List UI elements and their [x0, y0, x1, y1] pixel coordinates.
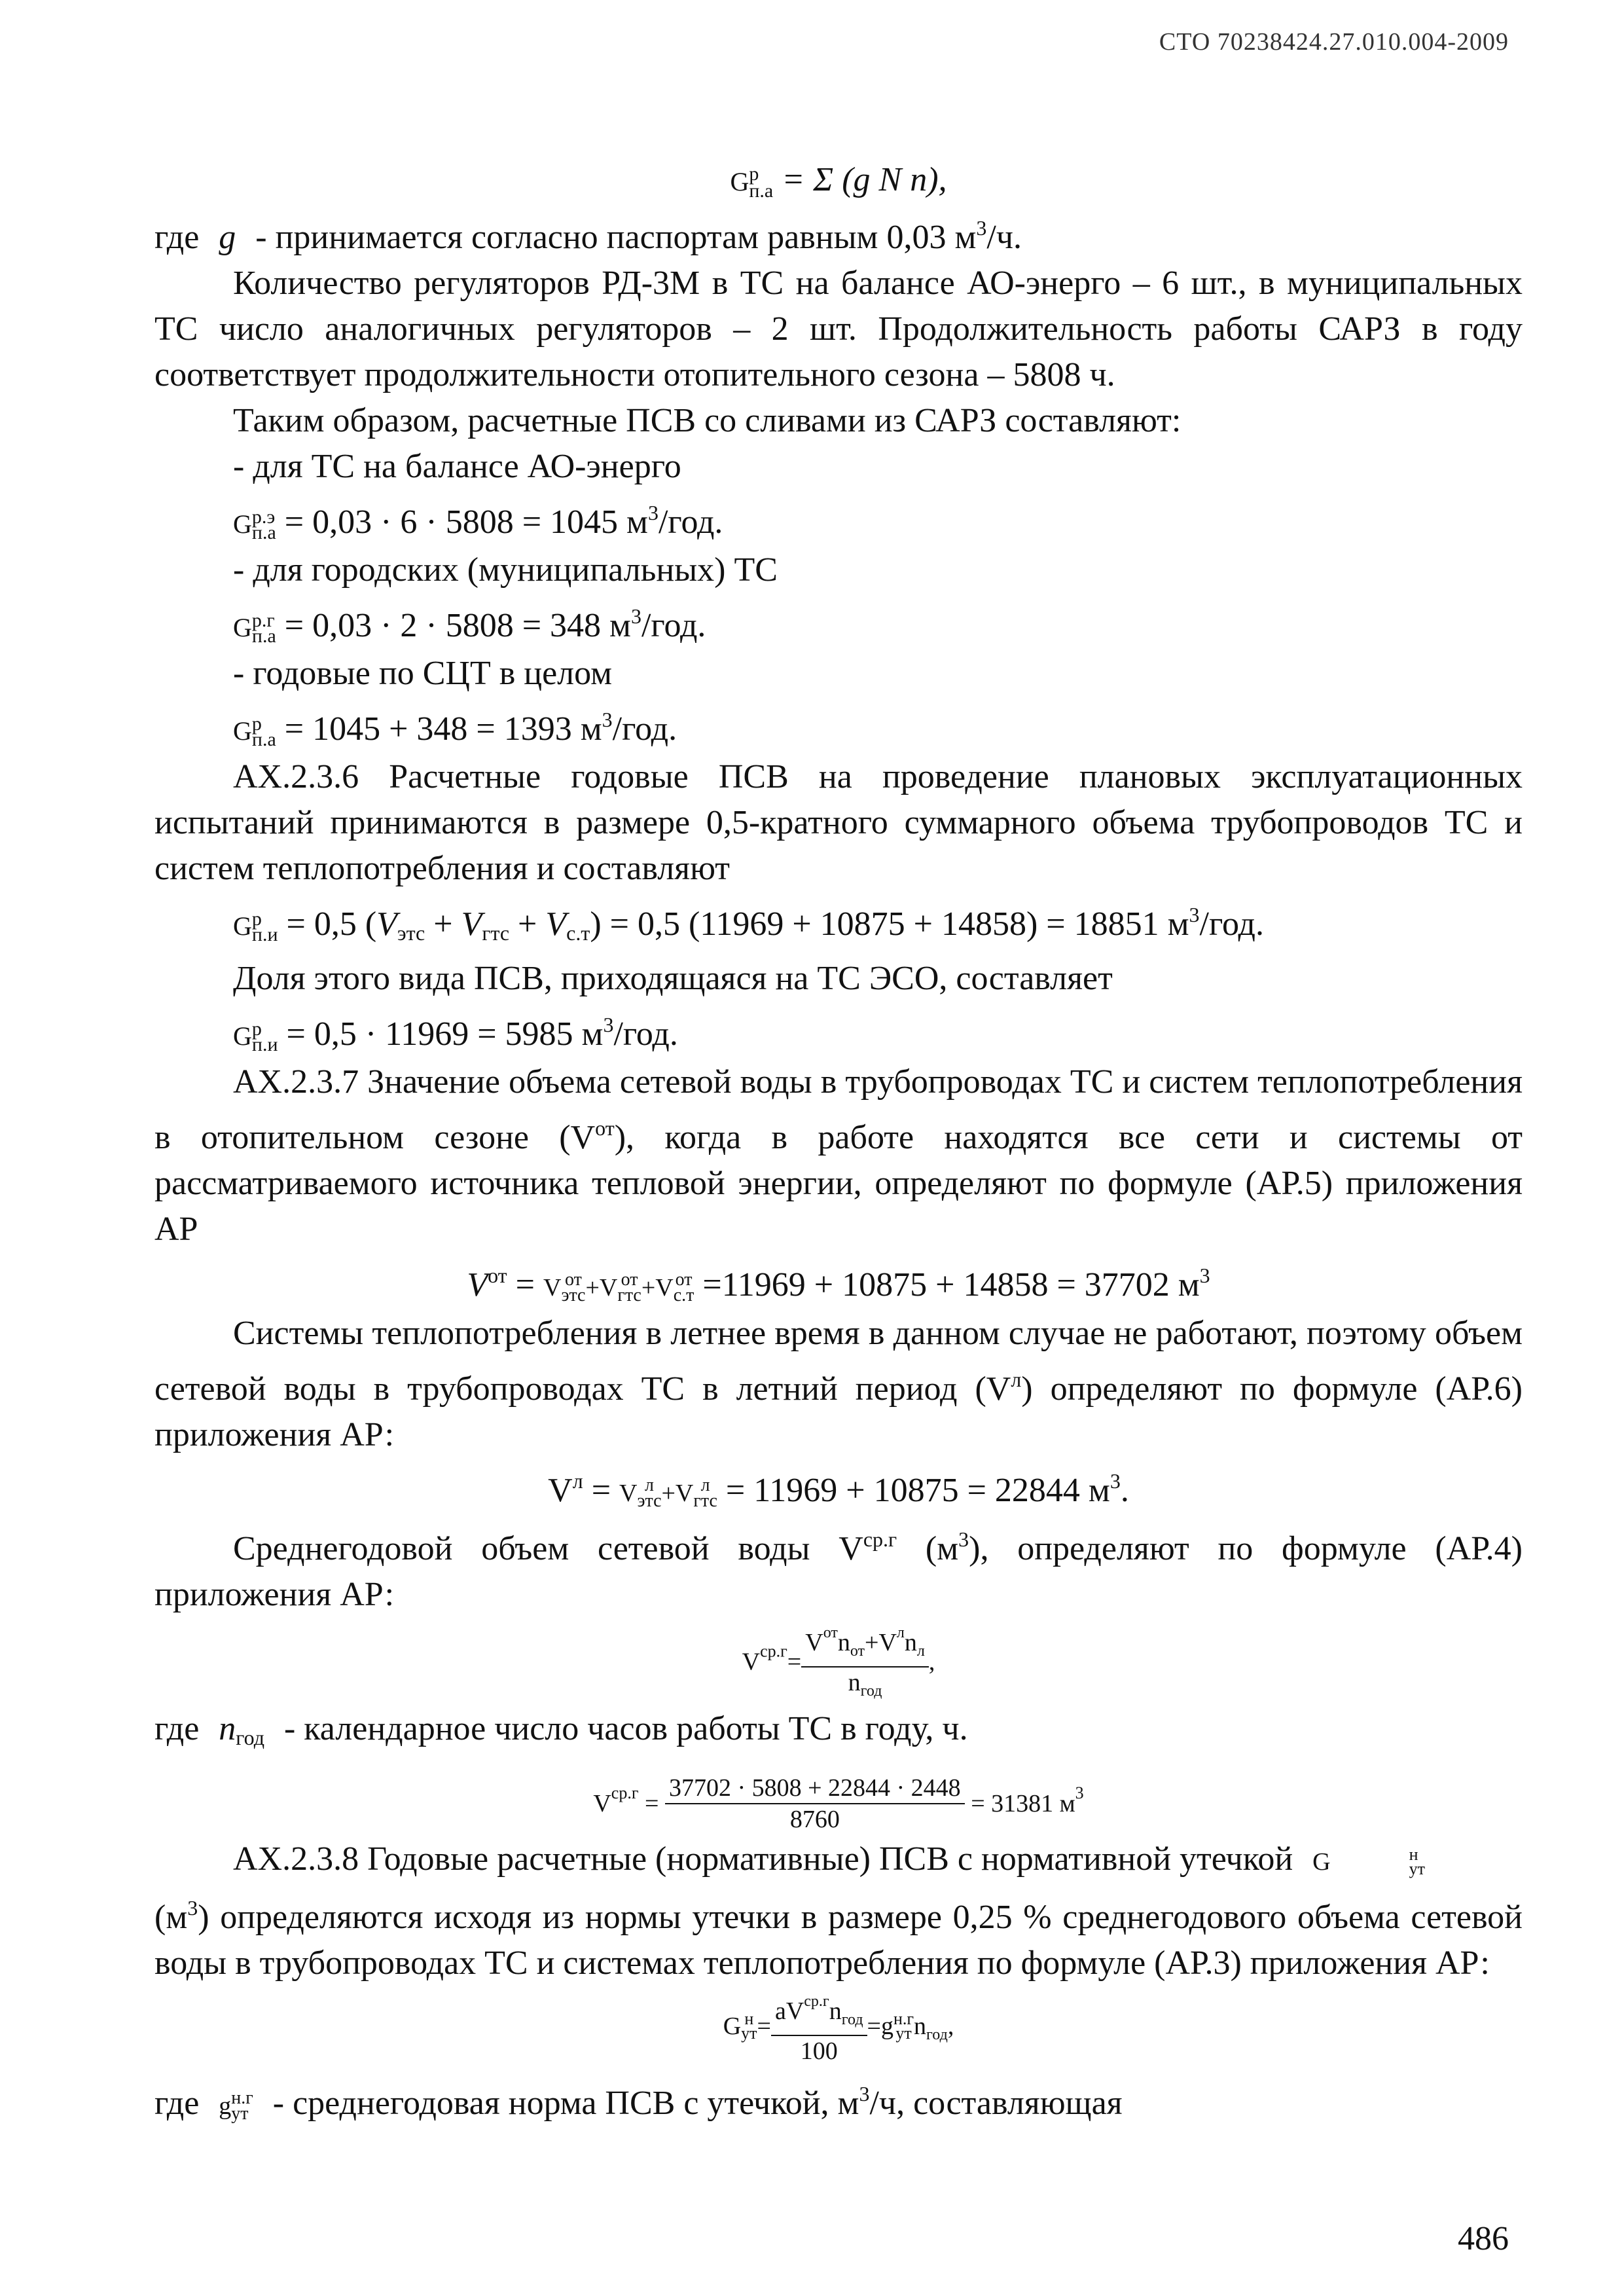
- fraction-v-srg: $\frac{V^{от}n_{от}+V^лn_л}{n_{год}}$: [801, 1618, 929, 1706]
- paragraph-ax-2-3-8-cont: $(м^3)$ определяются исходя из нормы утечки в размере 0,25 % среднегодового объема сетевой воды в трубопроводах ТС и системах теплопотребления по формуле (АР.3) приложения АР:: [154, 1896, 1523, 1982]
- formula-f5: G р п.и = 0,5 · 11969 = 5985 $м^3$/год.: [233, 1013, 678, 1056]
- definition-g: где g - принимается согласно паспортам равным 0,03 $м^3/ч$.: [154, 216, 1022, 256]
- formula-f2: G р.г п.а = 0,03 · 2 · 5808 = 348 $м^3$/год.: [233, 604, 706, 647]
- formula-gpa-sum: G р п.а = Σ (g N n),: [730, 161, 947, 202]
- formula-v-srg-definition: $V^{ср.г}=$ $\frac{V^{от}n_{от}+V^лn_л}{n_{год}}$ ,: [154, 1618, 1523, 1706]
- list-item-municipal: - для городских (муниципальных) ТС: [233, 551, 778, 589]
- paragraph-ax-2-3-8: АХ.2.3.8 Годовые расчетные (нормативные) ПСВ с нормативной утечкой G н ут: [233, 1840, 1425, 1879]
- fraction-g-ut: $\frac{aV^{ср.г}n_{год}}{100}$: [771, 1986, 867, 2066]
- list-item-total: - годовые по СЦТ в целом: [233, 655, 613, 692]
- fraction-v-srg-value: $\frac{37702 \cdot 5808 + 22844 \cdot 2448}{8760}$: [665, 1773, 965, 1834]
- formula-v-ot: $V^{от} = V$ от этс +V от гтс +V от с.т =11969 + 10875 + 14858 = 37702 $м^3$: [467, 1264, 1210, 1306]
- formula-g-ut: G н ут = $\frac{aV^{ср.г}n_{год}}{100}$ =g н.г ут $n_{год}$,: [154, 1986, 1523, 2071]
- paragraph-ax-2-3-7: АХ.2.3.7 Значение объема сетевой воды в трубопроводах ТС и систем теплопотребления в отопительном сезоне $(V^{от})$, когда в работе находятся все сети и системы от рассматриваемого источника тепловой энергии, определяют по формуле (АР.5) приложения АР: [154, 1063, 1523, 1248]
- paragraph-average-volume: Среднегодовой объем сетевой воды $V^{ср.г}$ $(м^3)$, определяют по формуле (АР.4) приложения АР:: [154, 1527, 1523, 1613]
- paragraph-regulators: Количество регуляторов РД-3М в ТС на балансе АО-энерго – 6 шт., в муниципальных ТС число аналогичных регуляторов – 2 шт. Продолжительность работы САРЗ в году соответствует продолжительности отопительного сезона – 5808 ч.: [154, 264, 1523, 393]
- paragraph-summer: Системы теплопотребления в летнее время в данном случае не работают, поэтому объем сетевой воды в трубопроводах ТС в летний период $(V^л)$ определяют по формуле (АР.6) приложения АР:: [154, 1315, 1523, 1453]
- definition-g-ut-ng: где g н.г ут - среднегодовая норма ПСВ с утечкой, $м^3/ч$, составляющая: [154, 2081, 1123, 2124]
- paragraph-share: Доля этого вида ПСВ, приходящаяся на ТС ЭСО, составляет: [233, 960, 1113, 997]
- document-code-header: СТО 70238424.27.010.004-2009: [1159, 28, 1509, 56]
- page-number: 486: [1458, 2220, 1509, 2257]
- paragraph-thus: Таким образом, расчетные ПСВ со сливами из САРЗ составляют:: [233, 402, 1182, 439]
- formula-v-l: $V^л = V$ л этс +V л гтс = 11969 + 10875 = 22844 $м^3$.: [548, 1469, 1129, 1512]
- formula-v-srg-value: $V^{ср.г}$ = $\frac{37702 \cdot 5808 + 22844 \cdot 2448}{8760}$ = 31381 $м^3$: [593, 1774, 1084, 1834]
- definition-n-god: где $n_{год}$ - календарное число часов работы ТС в году, ч.: [154, 1710, 968, 1749]
- formula-f3: G р п.а = 1045 + 348 = 1393 $м^3$/год.: [233, 708, 677, 751]
- paragraph-ax-2-3-6: АХ.2.3.6 Расчетные годовые ПСВ на проведение плановых эксплуатационных испытаний принимаются в размере 0,5-кратного суммарного объема трубопроводов ТС и систем теплопотребления и составляют: [154, 758, 1523, 887]
- formula-f1: G р.э п.а = 0,03 · 6 · 5808 = 1045 $м^3$/год.: [233, 501, 723, 544]
- document-body: [154, 157, 1523, 2129]
- list-item-ao-energo: - для ТС на балансе АО-энерго: [233, 448, 681, 485]
- formula-f4: G р п.и = 0,5 $(V_{этс} + V_{гтс} + V_{с.т}) = 0,5$ (11969 + 10875 + 14858) = 18851 $м^3$/год.: [233, 903, 1264, 946]
